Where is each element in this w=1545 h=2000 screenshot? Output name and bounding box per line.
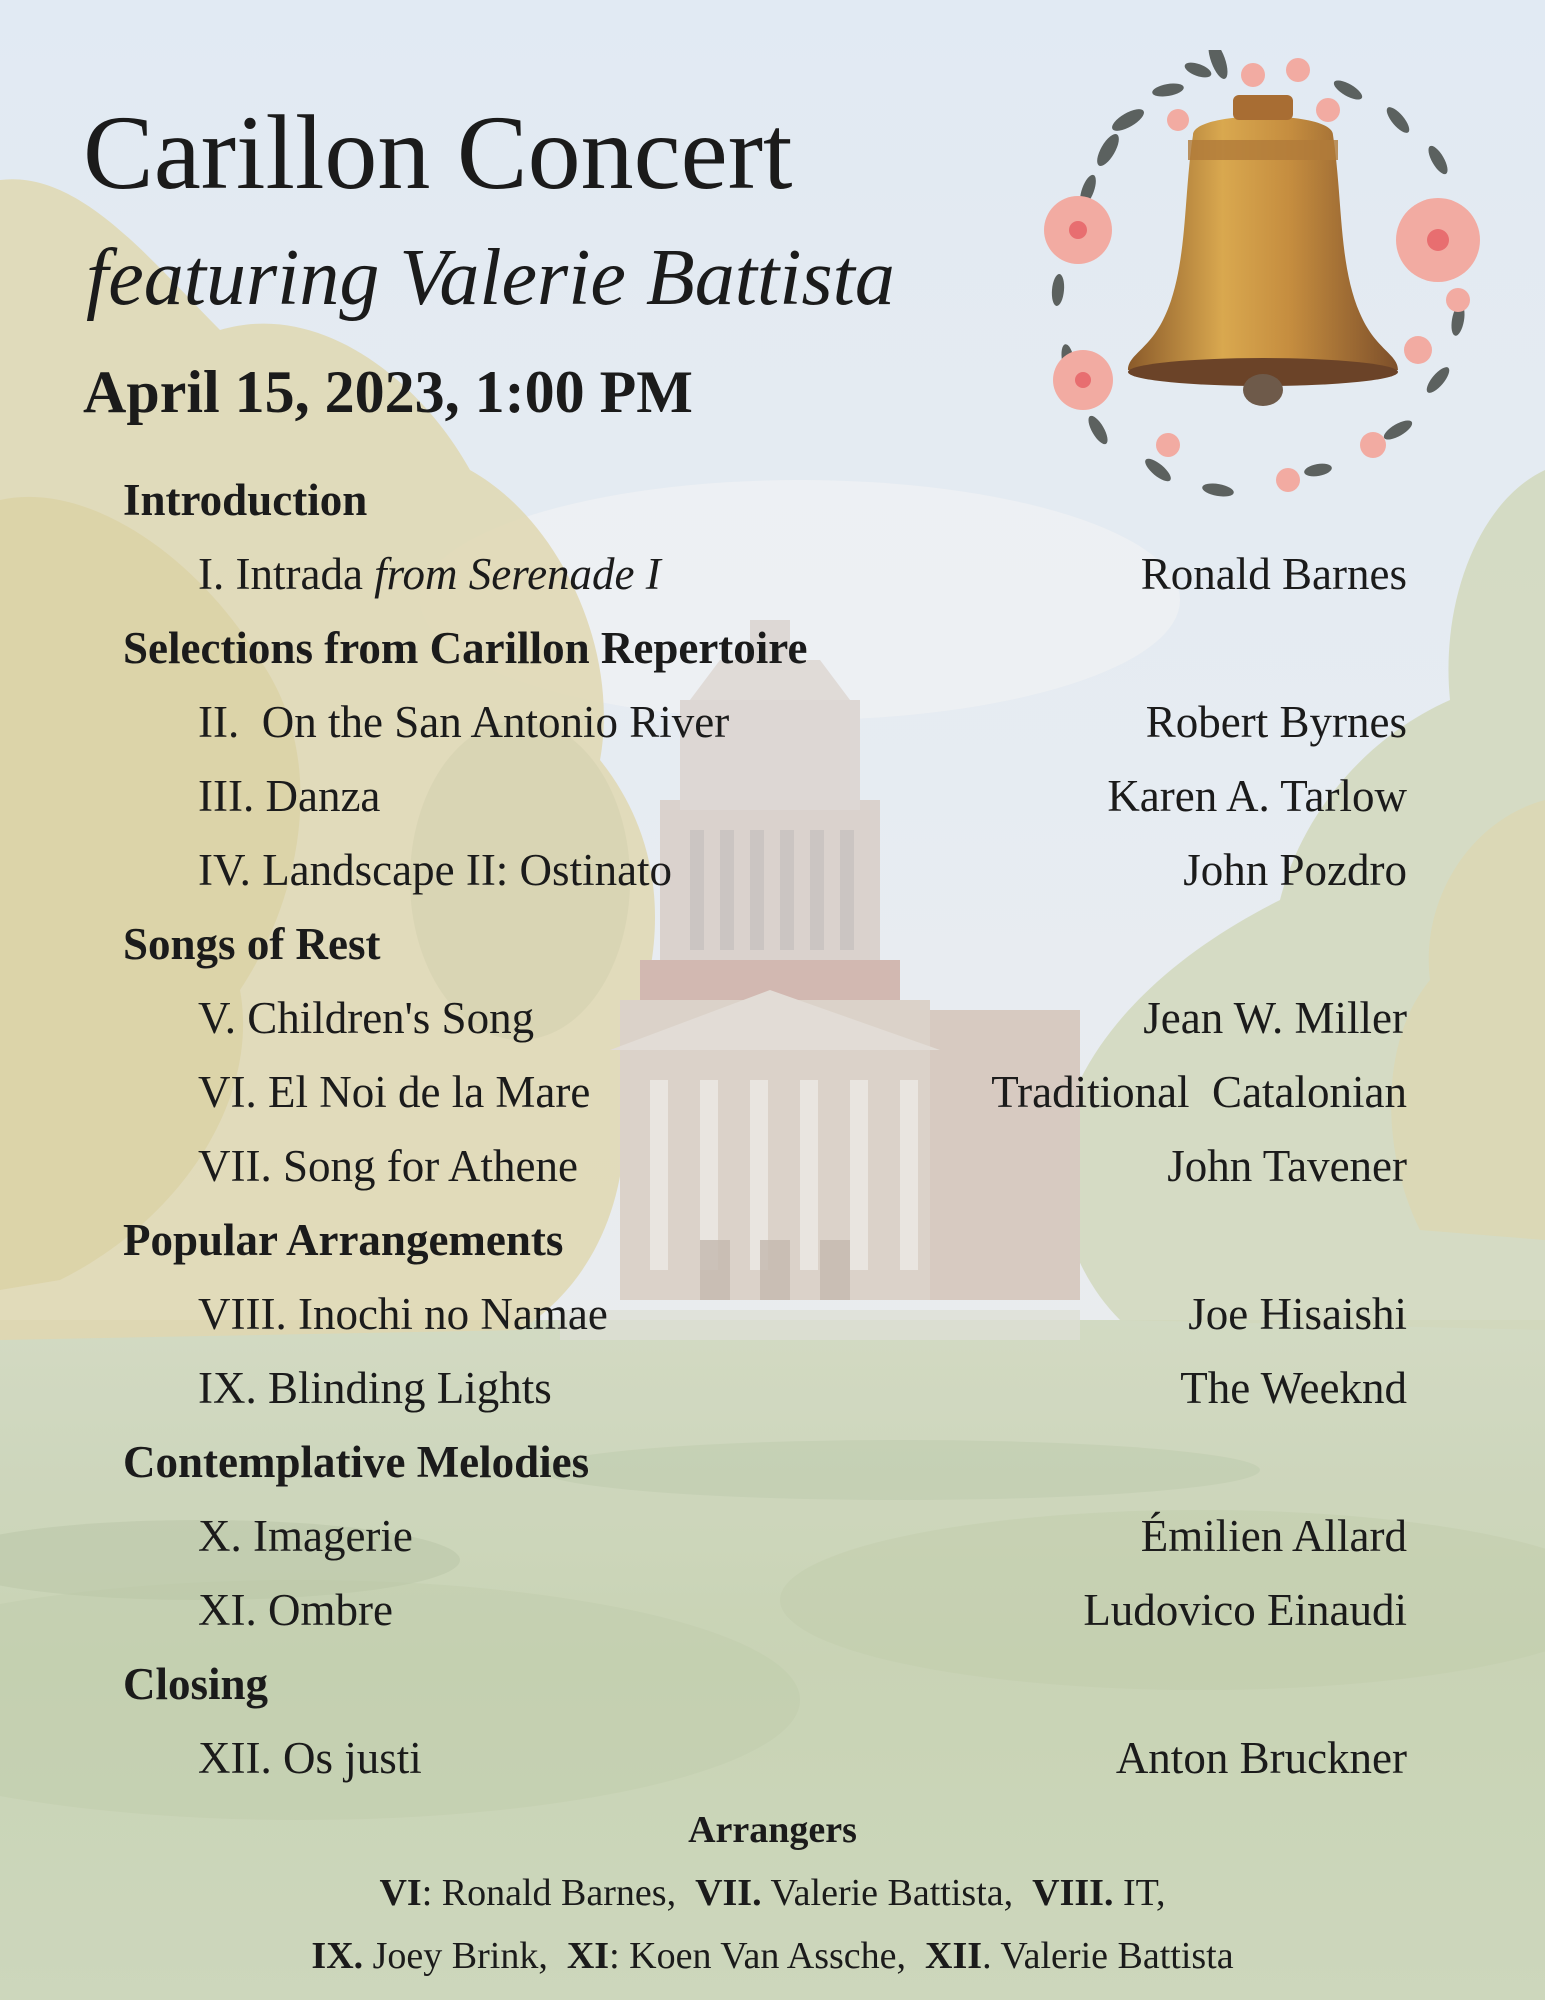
section-introduction: Introduction	[123, 475, 368, 525]
program-item	[0, 1066, 1545, 1140]
composer-name: John Tavener	[1167, 1141, 1407, 1191]
composer-name: John Pozdro	[1183, 845, 1407, 895]
section-heading	[0, 918, 1545, 992]
concert-date: April 15, 2023, 1:00 PM	[83, 359, 693, 425]
program-item	[0, 992, 1545, 1066]
program-item	[0, 844, 1545, 918]
composer-name: Karen A. Tarlow	[1107, 771, 1407, 821]
concert-title: Carillon Concert	[83, 94, 793, 211]
composer-name: Robert Byrnes	[1145, 697, 1407, 747]
piece-title: XI. Ombre	[198, 1585, 393, 1635]
arrangers-heading: Arrangers	[688, 1809, 857, 1851]
piece-title: III. Danza	[198, 771, 381, 821]
section-heading	[0, 1214, 1545, 1288]
composer-name: Émilien Allard	[1140, 1511, 1407, 1561]
section-heading	[0, 474, 1545, 548]
piece-title: VI. El Noi de la Mare	[198, 1067, 591, 1117]
program-item	[0, 770, 1545, 844]
piece-title: IX. Blinding Lights	[198, 1363, 552, 1413]
composer-name: Ludovico Einaudi	[1083, 1585, 1407, 1635]
piece-title: VIII. Inochi no Namae	[198, 1289, 608, 1339]
program-item	[0, 1584, 1545, 1658]
section-heading	[0, 1658, 1545, 1732]
bell-wreath-illustration	[1018, 50, 1508, 520]
composer-name: Ronald Barnes	[1140, 549, 1407, 599]
piece-title: V. Children's Song	[198, 993, 535, 1043]
piece-source: from Serenade I	[374, 549, 661, 599]
section-closing: Closing	[123, 1659, 269, 1709]
piece-title: X. Imagerie	[198, 1511, 413, 1561]
section-heading	[0, 622, 1545, 696]
piece-title: XII. Os justi	[198, 1733, 422, 1783]
section-carillon-repertoire: Selections from Carillon Repertoire	[123, 623, 808, 673]
program-item	[0, 696, 1545, 770]
piece-title: VII. Song for Athene	[198, 1141, 578, 1191]
program-item	[0, 1288, 1545, 1362]
piece-title: IV. Landscape II: Ostinato	[198, 845, 673, 895]
program-item	[0, 1362, 1545, 1436]
arrangers-line-1: VI: Ronald Barnes, VII. Valerie Battista, VIII. IT,	[379, 1872, 1166, 1914]
program-item	[0, 1140, 1545, 1214]
composer-name: Traditional Catalonian	[991, 1067, 1407, 1117]
composer-name: The Weeknd	[1180, 1363, 1407, 1413]
section-popular-arrangements: Popular Arrangements	[123, 1215, 564, 1265]
composer-name: Jean W. Miller	[1143, 993, 1407, 1043]
program-item	[0, 1510, 1545, 1584]
program-item	[0, 1732, 1545, 1806]
concert-subtitle: featuring Valerie Battista	[86, 234, 895, 322]
composer-name: Joe Hisaishi	[1188, 1289, 1407, 1339]
arrangers-line-2: IX. Joey Brink, XI: Koen Van Assche, XII. Valerie Battista	[311, 1935, 1234, 1977]
program-item	[0, 548, 1545, 622]
section-songs-of-rest: Songs of Rest	[123, 919, 381, 969]
section-heading	[0, 1436, 1545, 1510]
piece-title: II. On the San Antonio River	[198, 697, 730, 747]
section-contemplative-melodies: Contemplative Melodies	[123, 1437, 590, 1487]
composer-name: Anton Bruckner	[1115, 1733, 1407, 1783]
piece-title: I. Intrada from Serenade I	[198, 549, 661, 599]
